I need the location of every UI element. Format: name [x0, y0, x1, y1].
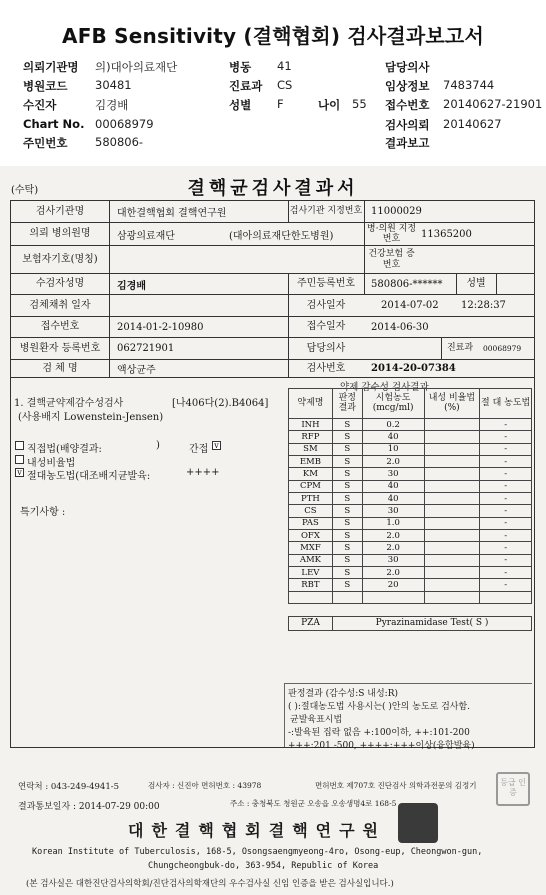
- rrn-label: 주민등록번호: [297, 278, 355, 290]
- test-time-value: 12:28:37: [461, 300, 506, 311]
- pza-label: PZA: [289, 617, 333, 630]
- patient-value: 김경배: [117, 280, 146, 292]
- drug-name-cell: CS: [289, 505, 333, 517]
- certification-note: (본 검사실은 대한진단검사의학회/진단검사의학재단의 우수검사실 신임 인증을 받은 검사실입니다.): [26, 879, 394, 889]
- ratio-cell: [424, 591, 480, 603]
- row-hospital: [10, 223, 535, 246]
- drug-sensitivity-table: [288, 388, 532, 604]
- req-date-label: 검사의뢰: [385, 118, 430, 132]
- drug-row: [289, 431, 532, 443]
- result-cell: S: [332, 419, 362, 431]
- hosp-code-label: 병원코드: [23, 79, 68, 93]
- req-date-value: 20140627: [443, 117, 502, 131]
- test-no-label: 검사번호: [306, 362, 346, 374]
- receipt-value: 20140627-21901: [443, 97, 543, 111]
- concentration-cell: 2.0: [362, 542, 424, 554]
- result-cell: [332, 591, 362, 603]
- doctor-label: 담당의사: [385, 60, 430, 74]
- hospital-no-label: 병원환자 등록번호: [19, 342, 101, 354]
- org-code-label: 검사기관 지정번호: [289, 206, 363, 217]
- dept-label: 진료과: [229, 79, 263, 93]
- insured-label: 보험자기호(명칭): [22, 253, 98, 265]
- legend-line4: +++:201 -500, ++++:+++이상(융합발육): [288, 741, 475, 751]
- report-date-text: 결과통보일자 : 2014-07-29 00:00: [18, 802, 160, 812]
- clinical-value: 7483744: [443, 78, 495, 92]
- ratio-cell: [424, 505, 480, 517]
- drug-row: [289, 554, 532, 566]
- col-drug: 약제명: [289, 389, 333, 419]
- method-code: [나406다(2).B4064]: [172, 398, 269, 409]
- result-cell: S: [332, 480, 362, 492]
- ratio-cell: [424, 456, 480, 468]
- tester-text: 검사자 : 신진아 면허번호 : 43978: [148, 781, 262, 790]
- result-cell: S: [332, 542, 362, 554]
- absolute-growth: ++++: [186, 467, 220, 478]
- absolute-cell: -: [480, 468, 532, 480]
- doctor-label: 담당의사: [306, 342, 346, 354]
- row-specimen: [10, 360, 535, 378]
- hosp-code-label: 병·의원 지정번호: [366, 223, 417, 244]
- org-code-value: 11000029: [371, 206, 422, 217]
- pza-row: [288, 616, 532, 631]
- absolute-cell: -: [480, 505, 532, 517]
- hosp-paren: (대아의료재단한도병원): [229, 230, 334, 242]
- drug-row: [289, 493, 532, 505]
- ratio-checkbox[interactable]: [15, 455, 24, 464]
- concentration-cell: 2.0: [362, 567, 424, 579]
- contact-text: 연락처 : 043-249-4941-5: [18, 782, 120, 792]
- rrn-label: 주민번호: [23, 136, 68, 150]
- specimen-value: 액상균주: [117, 365, 156, 376]
- scanned-report: [0, 166, 546, 895]
- clinical-label: 임상정보: [385, 79, 430, 93]
- absolute-cell: -: [480, 431, 532, 443]
- age-label: 나이: [318, 98, 341, 112]
- concentration-cell: 30: [362, 505, 424, 517]
- patient-label: 수진자: [23, 98, 57, 112]
- ratio-cell: [424, 468, 480, 480]
- drug-name-cell: EMB: [289, 456, 333, 468]
- org-name: 대한결핵협회결핵연구원: [128, 821, 387, 840]
- concentration-cell: 30: [362, 554, 424, 566]
- absolute-checkbox[interactable]: v: [15, 468, 24, 477]
- drug-name-cell: PAS: [289, 517, 333, 529]
- result-cell: S: [332, 493, 362, 505]
- receipt-label: 접수번호: [40, 321, 80, 333]
- row-org: [10, 200, 535, 223]
- req-org-label: 의뢰기관명: [23, 60, 79, 74]
- official-seal-icon: [398, 803, 438, 843]
- ratio-cell: [424, 579, 480, 591]
- sex-label: 성별: [229, 98, 252, 112]
- indirect-checkbox[interactable]: v: [212, 441, 221, 450]
- absolute-cell: -: [480, 530, 532, 542]
- ward-value: 41: [277, 59, 292, 73]
- direct-checkbox[interactable]: [15, 441, 24, 450]
- concentration-cell: 40: [362, 480, 424, 492]
- direct-paren: ): [156, 440, 160, 451]
- result-cell: S: [332, 468, 362, 480]
- collect-label: 검체채취 일자: [29, 299, 91, 311]
- drug-row: [289, 567, 532, 579]
- specimen-label: 검 체 명: [42, 362, 78, 374]
- result-cell: S: [332, 505, 362, 517]
- receipt-date-value: 2014-06-30: [371, 321, 429, 333]
- drug-row: [289, 591, 532, 603]
- concentration-cell: 1.0: [362, 517, 424, 529]
- result-cell: S: [332, 579, 362, 591]
- concentration-cell: 30: [362, 468, 424, 480]
- drug-table-caption: 약제 감수성 검사결과: [340, 382, 429, 393]
- concentration-cell: [362, 591, 424, 603]
- legend-line1: ( ):절대농도법 사용시는( )안의 농도로 검사함.: [288, 702, 471, 712]
- chart-value: 00068979: [95, 117, 154, 131]
- hosp-code-value: 30481: [95, 78, 132, 92]
- absolute-cell: -: [480, 579, 532, 591]
- drug-name-cell: PTH: [289, 493, 333, 505]
- receipt-label: 접수번호: [385, 98, 430, 112]
- legend-line2: 균발육표시법: [290, 715, 343, 725]
- method-line2: (사용배지 Lowenstein-Jensen): [18, 412, 164, 423]
- concentration-cell: 2.0: [362, 456, 424, 468]
- col-absolute: 절 대 농도법: [480, 389, 532, 419]
- address-text: 주소 : 충청북도 청원군 오송읍 오송생명4로 168-5: [230, 799, 397, 808]
- consignment-tag: (수탁): [11, 185, 39, 196]
- drug-name-cell: KM: [289, 468, 333, 480]
- ratio-cell: [424, 567, 480, 579]
- result-cell: S: [332, 530, 362, 542]
- row-insured: [10, 246, 535, 274]
- drug-name-cell: INH: [289, 419, 333, 431]
- absolute-cell: [480, 591, 532, 603]
- ratio-cell: [424, 419, 480, 431]
- concentration-cell: 0.2: [362, 419, 424, 431]
- ratio-cell: [424, 542, 480, 554]
- report-label: 결과보고: [385, 136, 430, 150]
- test-date-value: 2014-07-02: [381, 300, 439, 311]
- concentration-cell: 2.0: [362, 530, 424, 542]
- result-cell: S: [332, 517, 362, 529]
- method-line1: 1. 결핵균약제감수성검사: [14, 398, 124, 409]
- drug-name-cell: LEV: [289, 567, 333, 579]
- sex-value: F: [277, 97, 284, 111]
- concentration-cell: 40: [362, 431, 424, 443]
- ratio-label: 내성비율법: [27, 458, 76, 469]
- result-cell: S: [332, 554, 362, 566]
- concentration-cell: 40: [362, 493, 424, 505]
- insurance-no-label: 건강보험 증번호: [368, 249, 415, 270]
- col-result: 판정 결과: [332, 389, 362, 419]
- drug-row: [289, 517, 532, 529]
- ratio-cell: [424, 443, 480, 455]
- ratio-cell: [424, 480, 480, 492]
- drug-row: [289, 542, 532, 554]
- test-date-label: 검사일자: [306, 299, 346, 311]
- result-cell: S: [332, 567, 362, 579]
- direct-label: 직접법(배양결과:: [27, 444, 102, 455]
- org-address-en-2: Chungcheongbuk-do, 363-954, Republic of Korea: [148, 861, 379, 871]
- absolute-cell: -: [480, 443, 532, 455]
- org-value: 대한결핵협회 결핵연구원: [117, 208, 227, 219]
- drug-row: [289, 530, 532, 542]
- dept-value: CS: [277, 78, 293, 92]
- absolute-cell: -: [480, 493, 532, 505]
- hosp-label: 의뢰 병의원명: [29, 228, 91, 240]
- drug-row: [289, 468, 532, 480]
- report-title: 결핵균검사결과서: [187, 178, 359, 199]
- document-title: AFB Sensitivity (결핵협회) 검사결과보고서: [62, 24, 484, 48]
- chart-label: Chart No.: [23, 117, 85, 131]
- drug-table-header: [289, 389, 532, 419]
- concentration-cell: 10: [362, 443, 424, 455]
- absolute-cell: -: [480, 480, 532, 492]
- drug-name-cell: RFP: [289, 431, 333, 443]
- hosp-value: 삼광의료재단: [117, 230, 175, 242]
- sex-label: 성별: [466, 278, 486, 290]
- result-cell: S: [332, 456, 362, 468]
- ratio-cell: [424, 431, 480, 443]
- drug-name-cell: CPM: [289, 480, 333, 492]
- drug-name-cell: AMK: [289, 554, 333, 566]
- license-text: 면허번호 제707호 진단검사 의학과전문의 김정기: [315, 781, 477, 790]
- absolute-cell: -: [480, 567, 532, 579]
- org-address-en-1: Korean Institute of Tuberculosis, 168-5, Osongsaengmyeong-4ro, Osong-eup, Cheongwon-gun,: [32, 847, 483, 857]
- test-no-value: 2014-20-07384: [371, 363, 456, 374]
- absolute-label: 절대농도법(대조배지균발육:: [27, 471, 151, 482]
- col-ratio: 내성 비율법(%): [424, 389, 480, 419]
- drug-name-cell: RBT: [289, 579, 333, 591]
- req-org-value: 의)대아의료재단: [95, 60, 178, 74]
- drug-name-cell: MXF: [289, 542, 333, 554]
- result-cell: S: [332, 431, 362, 443]
- col-conc: 시험농도 (mcg/ml): [362, 389, 424, 419]
- org-label: 검사기관명: [35, 205, 85, 217]
- absolute-cell: -: [480, 517, 532, 529]
- drug-row: [289, 505, 532, 517]
- report-header: [0, 0, 546, 166]
- patient-value: 김경배: [95, 98, 129, 112]
- age-value: 55: [352, 97, 367, 111]
- absolute-cell: -: [480, 456, 532, 468]
- absolute-cell: -: [480, 419, 532, 431]
- ratio-cell: [424, 493, 480, 505]
- pza-value: Pyrazinamidase Test( S ): [375, 618, 489, 628]
- rrn-value: 580806-******: [371, 278, 443, 290]
- row-hospital-no: [10, 338, 535, 360]
- dept-label: 진료과: [446, 343, 474, 354]
- hospital-no-value: 062721901: [117, 343, 175, 354]
- receipt-date-label: 접수일자: [306, 321, 346, 333]
- drug-row: [289, 419, 532, 431]
- legend-title: 판정결과 (감수성:S 내성:R): [288, 689, 398, 699]
- indirect-label: 간접: [189, 444, 209, 455]
- hosp-code-value: 11365200: [421, 228, 472, 240]
- rrn-value: 580806-: [95, 135, 144, 149]
- row-receipt: [10, 317, 535, 338]
- drug-name-cell: SM: [289, 443, 333, 455]
- legend-line3: -:발육된 집락 없음 +:100이하, ++:101-200: [288, 728, 470, 738]
- row-patient: [10, 274, 535, 295]
- certification-stamp-icon: 등급 인증: [496, 772, 530, 806]
- drug-name-cell: OFX: [289, 530, 333, 542]
- result-cell: S: [332, 443, 362, 455]
- patient-label: 수검자성명: [35, 278, 85, 290]
- ratio-cell: [424, 530, 480, 542]
- drug-row: [289, 443, 532, 455]
- receipt-value: 2014-01-2-10980: [117, 321, 204, 333]
- ratio-cell: [424, 517, 480, 529]
- row-collect: [10, 295, 535, 317]
- concentration-cell: 20: [362, 579, 424, 591]
- notes-label: 특기사항 :: [20, 507, 66, 518]
- drug-row: [289, 456, 532, 468]
- drug-row: [289, 480, 532, 492]
- ward-label: 병동: [229, 60, 252, 74]
- absolute-cell: -: [480, 554, 532, 566]
- drug-row: [289, 579, 532, 591]
- drug-name-cell: [289, 591, 333, 603]
- absolute-cell: -: [480, 542, 532, 554]
- dept-value: 00068979: [483, 344, 522, 353]
- ratio-cell: [424, 554, 480, 566]
